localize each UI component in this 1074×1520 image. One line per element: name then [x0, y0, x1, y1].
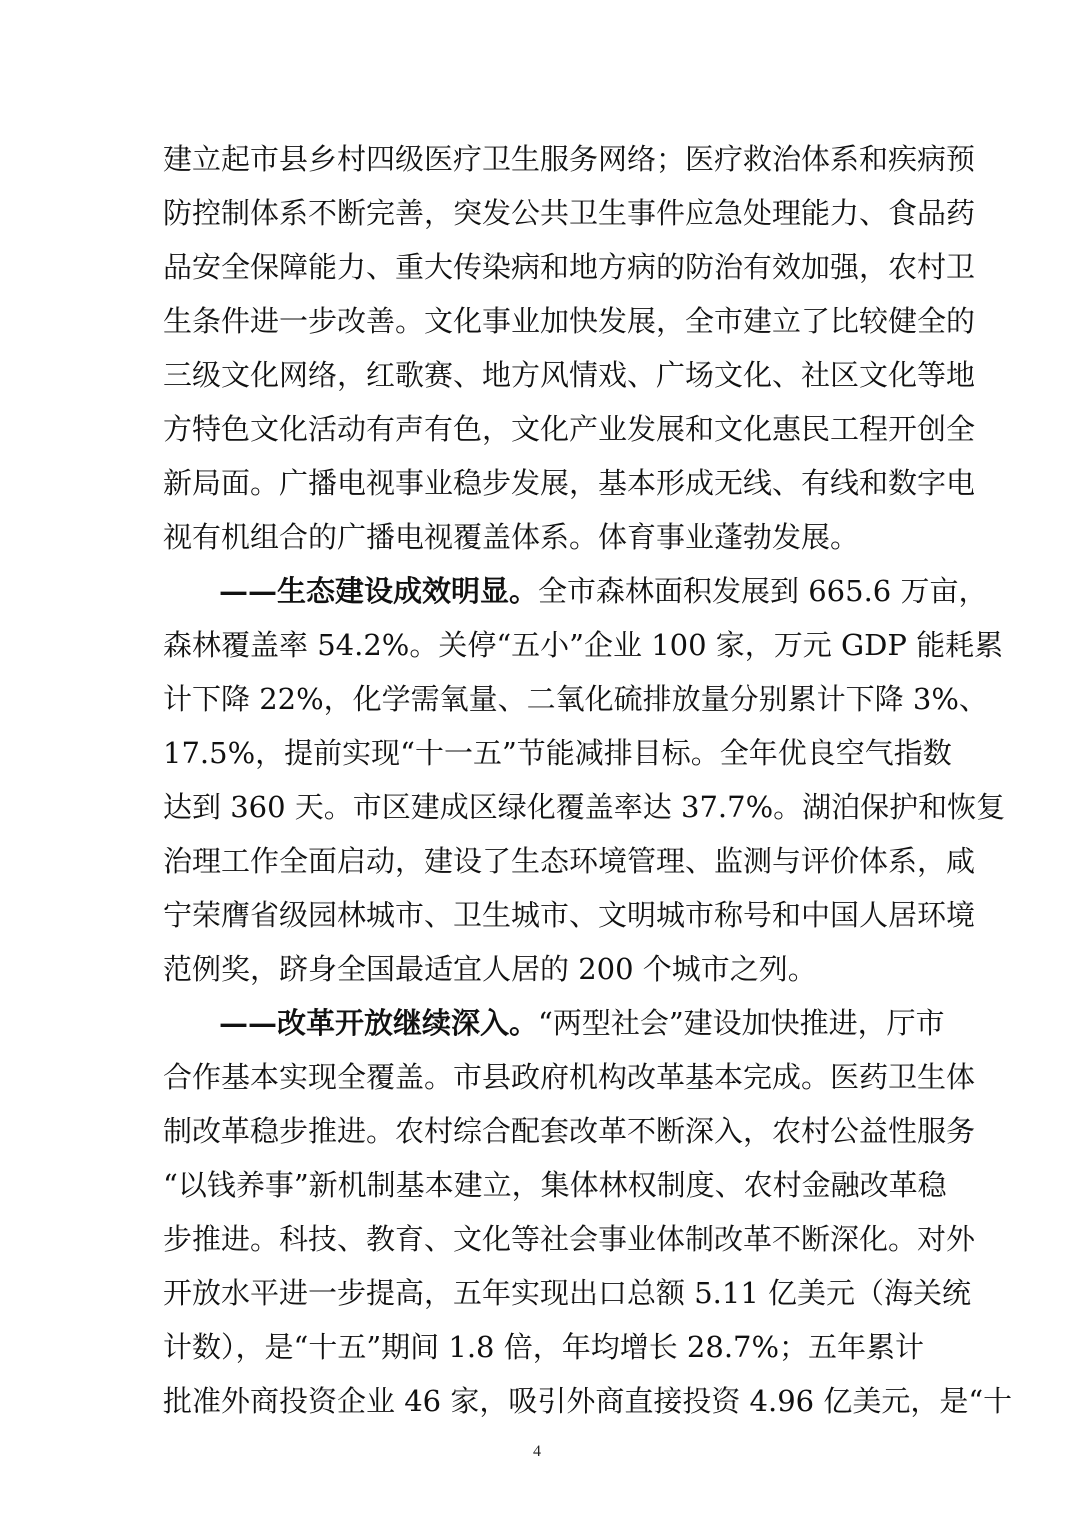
body-text-line: 范例奖，跻身全国最适宜人居的 200 个城市之列。: [163, 952, 817, 986]
body-text-line: 防控制体系不断完善，突发公共卫生事件应急处理能力、食品药: [163, 196, 976, 230]
body-text-line: 制改革稳步推进。农村综合配套改革不断深入，农村公益性服务: [163, 1114, 976, 1148]
body-text-line: 计数），是“十五”期间 1.8 倍，年均增长 28.7%；五年累计: [163, 1330, 925, 1364]
body-text-line: 达到 360 天。市区建成区绿化覆盖率达 37.7%。湖泊保护和恢复: [163, 790, 1006, 824]
body-text-line: 视有机组合的广播电视覆盖体系。体育事业蓬勃发展。: [163, 520, 860, 554]
section-ecology-heading: ——生态建设成效明显。: [219, 574, 539, 608]
body-text-line: 品安全保障能力、重大传染病和地方病的防治有效加强，农村卫: [163, 250, 976, 284]
page-number: 4: [533, 1443, 541, 1460]
body-text-line: 宁荣膺省级园林城市、卫生城市、文明城市称号和中国人居环境: [163, 898, 976, 932]
body-text-line: 步推进。科技、教育、文化等社会事业体制改革不断深化。对外: [163, 1222, 976, 1256]
body-text-line: 新局面。广播电视事业稳步发展，基本形成无线、有线和数字电: [163, 466, 976, 500]
body-text-line: 方特色文化活动有声有色，文化产业发展和文化惠民工程开创全: [163, 412, 976, 446]
body-text-line: 17.5%，提前实现“十一五”节能减排目标。全年优良空气指数: [163, 736, 952, 770]
section-reform-first-line: [219, 998, 945, 1048]
section-reform-heading: ——改革开放继续深入。: [219, 1006, 539, 1040]
body-text-line: 开放水平进一步提高，五年实现出口总额 5.11 亿美元（海关统: [163, 1276, 972, 1310]
section-reform-intro: “两型社会”建设加快推进，厅市: [538, 1006, 945, 1040]
body-text-line: “以钱养事”新机制基本建立，集体林权制度、农村金融改革稳: [163, 1168, 947, 1202]
body-text-line: 生条件进一步改善。文化事业加快发展，全市建立了比较健全的: [163, 304, 976, 338]
body-text-line: 计下降 22%，化学需氧量、二氧化硫排放量分别累计下降 3%、: [163, 682, 988, 716]
body-text-line: 批准外商投资企业 46 家，吸引外商直接投资 4.96 亿美元，是“十: [163, 1384, 1013, 1418]
body-text-line: 建立起市县乡村四级医疗卫生服务网络；医疗救治体系和疾病预: [163, 142, 976, 176]
body-text-line: 三级文化网络，红歌赛、地方风情戏、广场文化、社区文化等地: [163, 358, 976, 392]
body-text-line: 治理工作全面启动，建设了生态环境管理、监测与评价体系，咸: [163, 844, 976, 878]
section-ecology-intro: 全市森林面积发展到 665.6 万亩，: [538, 574, 988, 608]
body-text-line: 合作基本实现全覆盖。市县政府机构改革基本完成。医药卫生体: [163, 1060, 976, 1094]
body-text-line: 森林覆盖率 54.2%。关停“五小”企业 100 家，万元 GDP 能耗累: [163, 628, 1004, 662]
section-ecology-first-line: [219, 566, 988, 616]
